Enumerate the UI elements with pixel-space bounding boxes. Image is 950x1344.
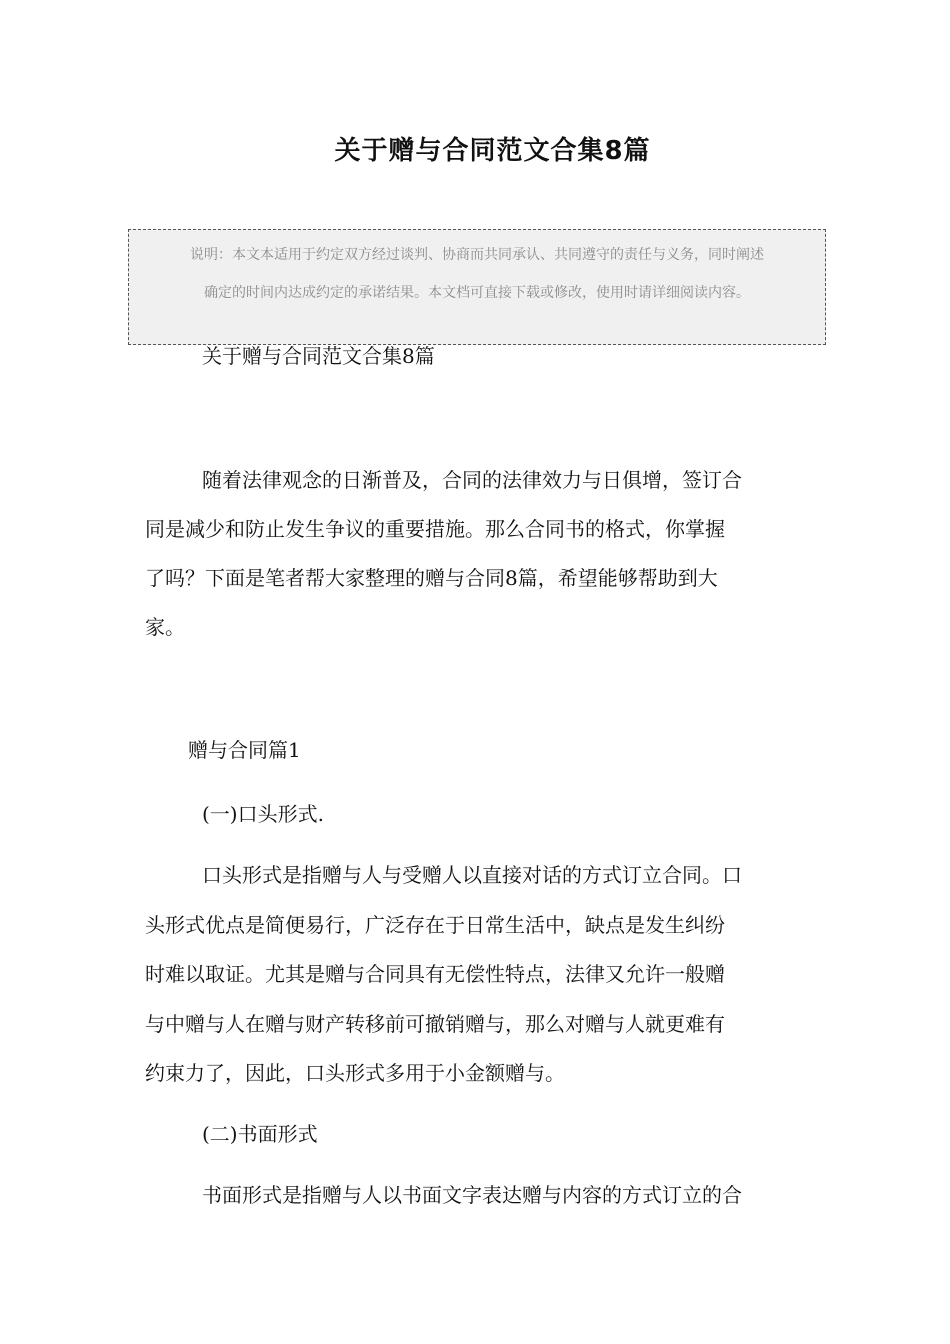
paragraph-line: 家。 <box>145 615 185 639</box>
section-heading: 赠与合同篇1 <box>188 738 301 762</box>
notice-box <box>128 229 826 345</box>
document-title: 关于赠与合同范文合集8篇 <box>334 136 651 166</box>
item-heading: (二)书面形式 <box>202 1122 318 1146</box>
notice-line: 说明：本文本适用于约定双方经过谈判、协商而共同承认、共同遵守的责任与义务，同时阐述 <box>190 247 764 263</box>
document-subtitle: 关于赠与合同范文合集8篇 <box>202 344 435 368</box>
paragraph-line: 了吗？下面是笔者帮大家整理的赠与合同8篇，希望能够帮助到大 <box>145 566 718 590</box>
paragraph-line: 约束力了，因此，口头形式多用于小金额赠与。 <box>145 1061 565 1085</box>
item-heading: (一)口头形式. <box>202 802 324 826</box>
notice-line: 确定的时间内达成约定的承诺结果。本文档可直接下载或修改，使用时请详细阅读内容。 <box>204 285 750 301</box>
paragraph-line: 与中赠与人在赠与财产转移前可撤销赠与，那么对赠与人就更难有 <box>145 1012 725 1036</box>
paragraph-line: 随着法律观念的日渐普及，合同的法律效力与日俱增，签订合 <box>202 468 742 492</box>
paragraph-line: 口头形式是指赠与人与受赠人以直接对话的方式订立合同。口 <box>202 863 742 887</box>
paragraph-line: 同是减少和防止发生争议的重要措施。那么合同书的格式，你掌握 <box>145 517 725 541</box>
paragraph-line: 时难以取证。尤其是赠与合同具有无偿性特点，法律又允许一般赠 <box>145 962 725 986</box>
paragraph-line: 书面形式是指赠与人以书面文字表达赠与内容的方式订立的合 <box>202 1183 742 1207</box>
paragraph-line: 头形式优点是简便易行，广泛存在于日常生活中，缺点是发生纠纷 <box>145 913 725 937</box>
